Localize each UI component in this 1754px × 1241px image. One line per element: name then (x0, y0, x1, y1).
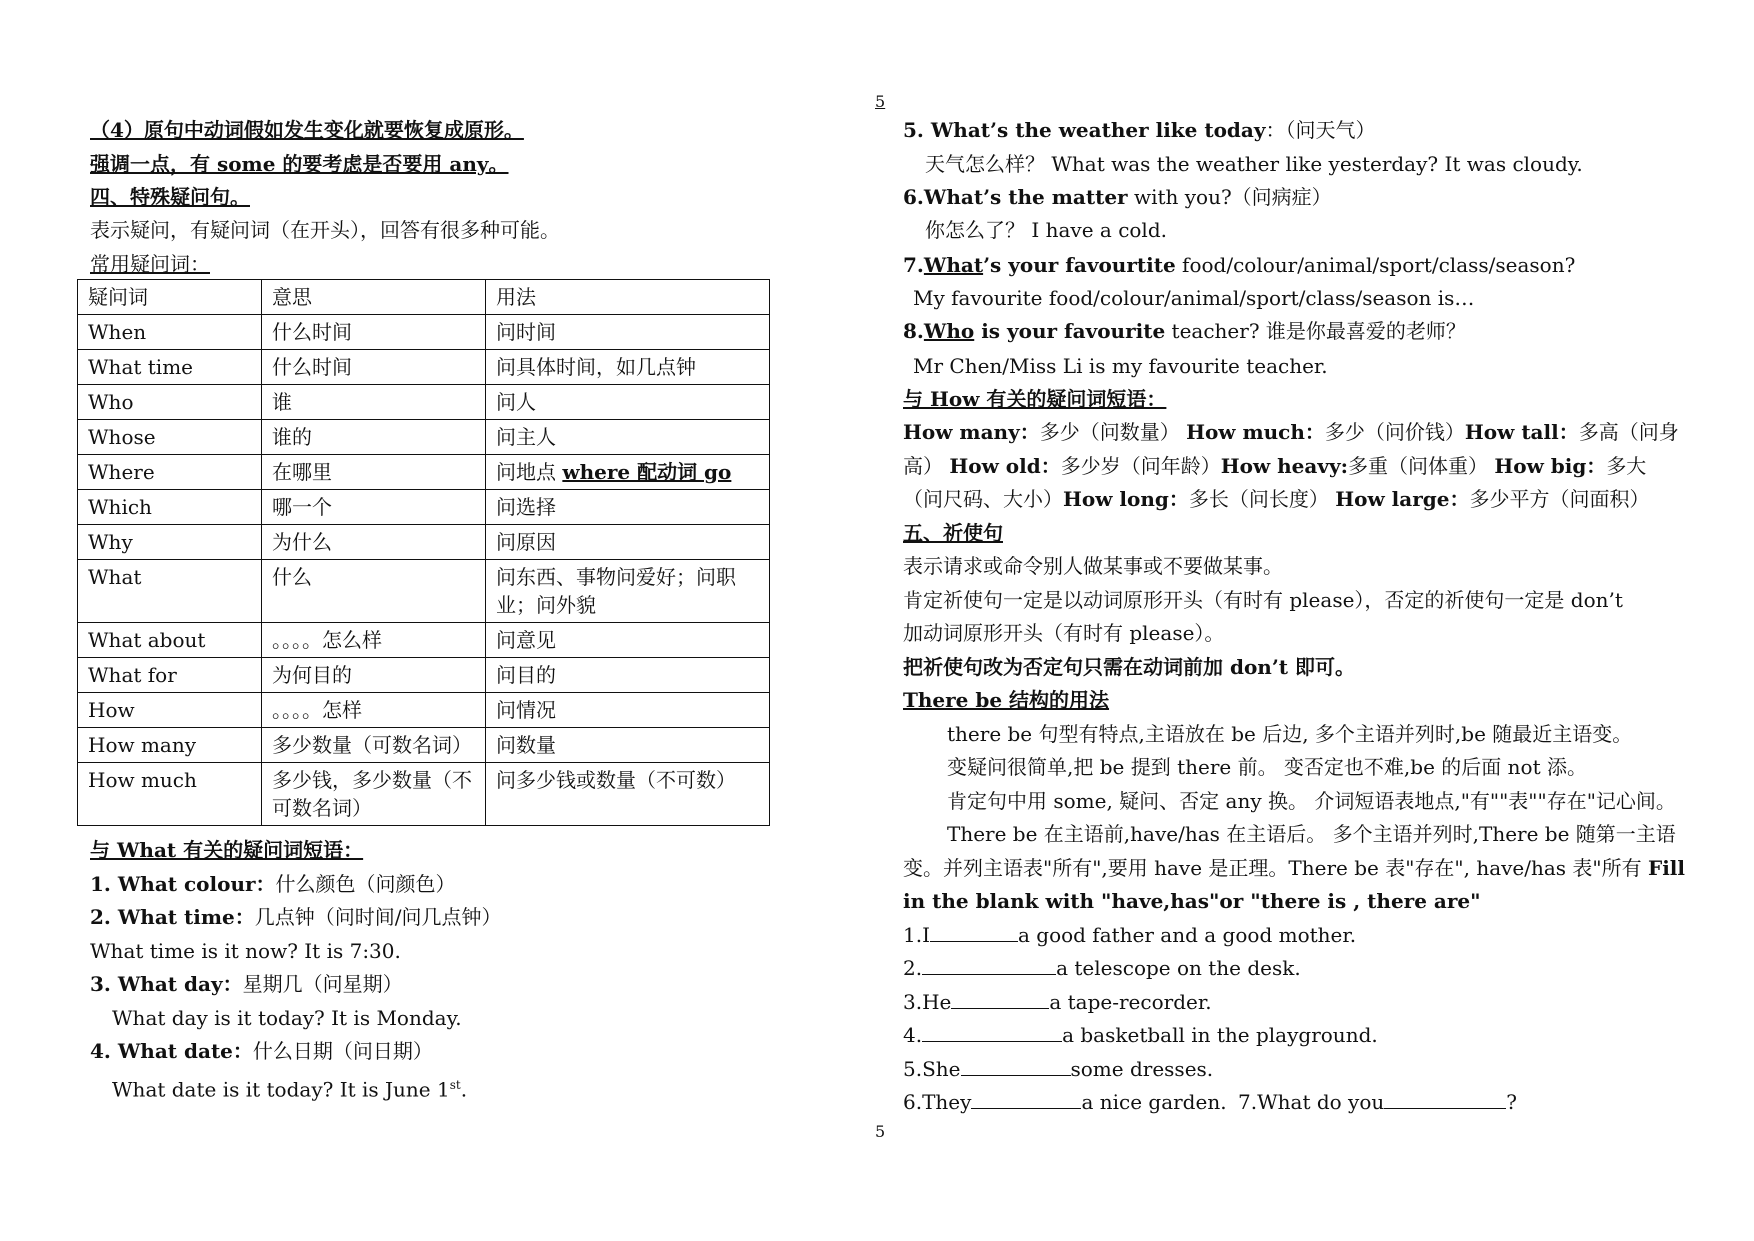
exercise-prefix: 7.What do you (1238, 1090, 1385, 1114)
q8-line (903, 319, 1466, 343)
q6-meaning: with you?（问病症） (1127, 185, 1332, 209)
ordinal-suffix: st (449, 1078, 461, 1092)
table-row (78, 385, 770, 420)
table-row (78, 490, 770, 525)
table-cell-usage: 问原因 (486, 525, 770, 560)
table-cell-word: Which (78, 490, 262, 525)
table-cell-word: Who (78, 385, 262, 420)
exercise-item-3 (903, 990, 1212, 1014)
what-phrase-4 (90, 1039, 433, 1063)
usage-note: where 配动词 go (562, 460, 732, 484)
how-term: How big： (1494, 454, 1607, 478)
how-term: How much： (1186, 420, 1325, 444)
answer-blank[interactable] (922, 956, 1056, 975)
exercise-item-2 (903, 956, 1301, 980)
table-cell-meaning: 在哪里 (262, 455, 486, 490)
table-cell-meaning: 多少数量（可数名词） (262, 728, 486, 763)
table-cell-meaning: 哪一个 (262, 490, 486, 525)
page-number-bottom: 5 (875, 1122, 886, 1141)
what-phrase-3 (90, 972, 403, 996)
imperative-desc-1: 表示请求或命令别人做某事或不要做某事。 (903, 554, 1283, 578)
exercise-prefix: 5.She (903, 1057, 961, 1081)
exercise-suffix: ? (1506, 1090, 1517, 1114)
table-cell-usage: 问时间 (486, 315, 770, 350)
phrase-meaning: 什么颜色（问颜色） (275, 872, 456, 896)
exercise-suffix: a nice garden. (1081, 1090, 1227, 1114)
exercise-item-5 (903, 1057, 1213, 1081)
how-phrases-line-2 (903, 454, 1646, 478)
question-words-table (77, 279, 770, 826)
exercise-item-1 (903, 923, 1356, 947)
table-cell-usage: 问东西、事物问爱好；问职业；问外貌 (486, 560, 770, 623)
table-cell-meaning: 什么时间 (262, 350, 486, 385)
table-cell-usage: 问主人 (486, 420, 770, 455)
how-phrases-line-1 (903, 420, 1679, 444)
there-be-rule-1: there be 句型有特点,主语放在 be 后边, 多个主语并列时,be 随最近主语变。 (947, 722, 1633, 746)
what-phrase-1 (90, 872, 456, 896)
how-term: How many： (903, 420, 1040, 444)
exercise-suffix: some dresses. (1070, 1057, 1214, 1081)
q5-line (903, 118, 1375, 142)
q8-number: 8. (903, 319, 924, 343)
exercise-item-7 (1238, 1090, 1517, 1114)
table-cell-word: What about (78, 623, 262, 658)
how-meaning: 多少平方（问面积） (1469, 487, 1650, 511)
exercise-prefix: 6.They (903, 1090, 972, 1114)
table-cell-word: Where (78, 455, 262, 490)
how-meaning: （问尺码、大小） (903, 487, 1063, 511)
q7-line (903, 253, 1575, 277)
answer-blank[interactable] (1384, 1090, 1506, 1109)
table-cell-word: Whose (78, 420, 262, 455)
exercise-prefix: 1.I (903, 923, 930, 947)
table-cell-meaning: 为什么 (262, 525, 486, 560)
q7-keyword: What (923, 253, 984, 277)
exercise-item-6 (903, 1090, 1227, 1114)
q7-example: My favourite food/colour/animal/sport/class/season is… (913, 286, 1475, 310)
table-cell-usage: 问具体时间，如几点钟 (486, 350, 770, 385)
table-cell-usage: 问数量 (486, 728, 770, 763)
common-words-label: 常用疑问词： (90, 252, 210, 276)
table-cell-word: What for (78, 658, 262, 693)
q6-line (903, 185, 1332, 209)
phrase-term: 3. What day： (90, 972, 243, 996)
exercise-item-4 (903, 1023, 1378, 1047)
usage-text: 问地点 (496, 460, 556, 484)
exercise-prefix: 3.He (903, 990, 952, 1014)
exercise-prefix: 2. (903, 956, 923, 980)
table-cell-usage: 问意见 (486, 623, 770, 658)
q6-term: 6.What’s the matter (903, 185, 1128, 209)
how-meaning: 多少（问价钱） (1324, 420, 1465, 444)
q8-keyword: Who (923, 319, 975, 343)
table-row (78, 658, 770, 693)
rule-restore-verb: （4）原句中动词假如发生变化就要恢复成原形。 (90, 118, 524, 142)
table-cell-usage: 问目的 (486, 658, 770, 693)
phrase-meaning: 什么日期（问日期） (252, 1039, 433, 1063)
section-heading-4: 四、特殊疑问句。 (90, 185, 250, 209)
q7-number: 7. (903, 253, 924, 277)
how-term: How heavy: (1220, 454, 1348, 478)
what-phrase-4-example (112, 1073, 467, 1102)
exercise-suffix: a telescope on the desk. (1056, 956, 1301, 980)
how-meaning: 多重（问体重） (1347, 454, 1495, 478)
phrase-term: 2. What time： (90, 905, 255, 929)
table-cell-meaning: 为何目的 (262, 658, 486, 693)
table-cell-meaning: 。。。。怎么样 (262, 623, 486, 658)
how-meaning: 多少岁（问年龄） (1060, 454, 1221, 478)
how-meaning: 多少（问数量） (1039, 420, 1187, 444)
q6-example: 你怎么了？ I have a cold. (925, 218, 1167, 242)
table-cell-word: How (78, 693, 262, 728)
phrase-meaning: 几点钟（问时间/问几点钟） (254, 905, 502, 929)
q7-rest: food/colour/animal/sport/class/season? (1175, 253, 1576, 277)
special-question-desc: 表示疑问，有疑问词（在开头），回答有很多种可能。 (90, 218, 560, 242)
q8-rest: teacher? 谁是你最喜爱的老师？ (1165, 319, 1466, 343)
table-cell-usage: 问选择 (486, 490, 770, 525)
table-cell-word: Why (78, 525, 262, 560)
how-phrases-heading: 与 How 有关的疑问词短语： (903, 387, 1167, 411)
there-be-heading: There be 结构的用法 (903, 688, 1110, 712)
table-row (78, 455, 770, 490)
table-cell-usage: 问人 (486, 385, 770, 420)
table-cell-meaning: 多少钱，多少数量（不可数名词） (262, 763, 486, 826)
table-cell-meaning: 。。。。怎样 (262, 693, 486, 728)
phrase-term: 4. What date： (90, 1039, 253, 1063)
table-header-cell: 疑问词 (78, 280, 262, 315)
exercise-suffix: a good father and a good mother. (1017, 923, 1357, 947)
what-phrase-3-example: What day is it today? It is Monday. (112, 1006, 462, 1030)
table-row (78, 420, 770, 455)
q5-meaning: ：（问天气） (1265, 118, 1376, 142)
table-row (78, 560, 770, 623)
table-row (78, 315, 770, 350)
answer-blank[interactable] (961, 1057, 1071, 1076)
table-cell-meaning: 什么时间 (262, 315, 486, 350)
how-term: How tall： (1464, 420, 1579, 444)
how-meaning: 多长（问长度） (1188, 487, 1336, 511)
table-cell-usage: 问多少钱或数量（不可数） (486, 763, 770, 826)
table-cell-word: How much (78, 763, 262, 826)
q8-example: Mr Chen/Miss Li is my favourite teacher. (913, 354, 1328, 378)
table-cell-usage (486, 455, 770, 490)
how-term: How large： (1335, 487, 1470, 511)
how-term: How long： (1063, 487, 1189, 511)
table-row (78, 693, 770, 728)
exercise-instruction-start: Fill (1648, 856, 1685, 880)
exercise-suffix: a tape-recorder. (1049, 990, 1212, 1014)
what-phrase-2 (90, 905, 501, 929)
table-row (78, 763, 770, 826)
table-header-cell: 意思 (262, 280, 486, 315)
imperative-desc-2: 肯定祈使句一定是以动词原形开头（有时有 please），否定的祈使句一定是 don’t (903, 588, 1623, 612)
q8-term: is your favourite (974, 319, 1166, 343)
table-cell-word: When (78, 315, 262, 350)
answer-blank[interactable] (951, 990, 1049, 1009)
table-row (78, 728, 770, 763)
there-be-rule-4: There be 在主语前,have/has 在主语后。 多个主语并列时,There be 随第一主语 (947, 822, 1676, 846)
table-cell-meaning: 谁的 (262, 420, 486, 455)
q7-term: ’s your favourtite (983, 253, 1176, 277)
table-cell-meaning: 谁 (262, 385, 486, 420)
what-phrase-2-example: What time is it now? It is 7:30. (90, 939, 401, 963)
table-cell-word: What (78, 560, 262, 623)
how-meaning: 多高（问身 (1578, 420, 1679, 444)
table-cell-usage: 问情况 (486, 693, 770, 728)
how-term: How old： (949, 454, 1061, 478)
table-row (78, 350, 770, 385)
table-header-cell: 用法 (486, 280, 770, 315)
there-be-rule-3: 肯定句中用 some, 疑问、否定 any 换。 介词短语表地点,"有""表""存在"记心间。 (947, 789, 1676, 813)
how-meaning: 高） (903, 454, 950, 478)
table-row (78, 525, 770, 560)
table-row (78, 623, 770, 658)
table-cell-word: How many (78, 728, 262, 763)
section-heading-5: 五、祈使句 (903, 521, 1003, 545)
page-number-top: 5 (875, 92, 886, 111)
rule-some-any: 强调一点，有 some 的要考虑是否要用 any。 (90, 152, 509, 176)
answer-blank[interactable] (922, 1023, 1062, 1042)
exercise-prefix: 4. (903, 1023, 923, 1047)
table-cell-word: What time (78, 350, 262, 385)
example-text: What date is it today? It is June 1 (112, 1077, 450, 1102)
there-be-rule-5 (903, 856, 1685, 880)
imperative-desc-3: 加动词原形开头（有时有 please）。 (903, 621, 1225, 645)
imperative-negative-rule: 把祈使句改为否定句只需在动词前加 don’t 即可。 (903, 655, 1355, 679)
table-header-row (78, 280, 770, 315)
exercise-instruction: in the blank with "have,has"or "there is , there are" (903, 889, 1481, 913)
rule-text: 变。并列主语表"所有",要用 have 是正理。There be 表"存在", have/has 表"所有 (903, 856, 1648, 880)
phrase-meaning: 星期几（问星期） (242, 972, 403, 996)
example-end: . (460, 1077, 468, 1102)
answer-blank[interactable] (971, 1090, 1081, 1109)
table-cell-meaning: 什么 (262, 560, 486, 623)
q5-term: 5. What’s the weather like today (903, 118, 1266, 142)
answer-blank[interactable] (930, 923, 1018, 942)
how-phrases-line-3 (903, 487, 1649, 511)
exercise-suffix: a basketball in the playground. (1062, 1023, 1378, 1047)
what-phrases-heading: 与 What 有关的疑问词短语： (90, 838, 364, 862)
q5-example: 天气怎么样？ What was the weather like yesterday? It was cloudy. (925, 152, 1583, 176)
phrase-term: 1. What colour： (90, 872, 276, 896)
there-be-rule-2: 变疑问很简单,把 be 提到 there 前。 变否定也不难,be 的后面 not 添。 (947, 755, 1587, 779)
how-meaning: 多大 (1606, 454, 1647, 478)
